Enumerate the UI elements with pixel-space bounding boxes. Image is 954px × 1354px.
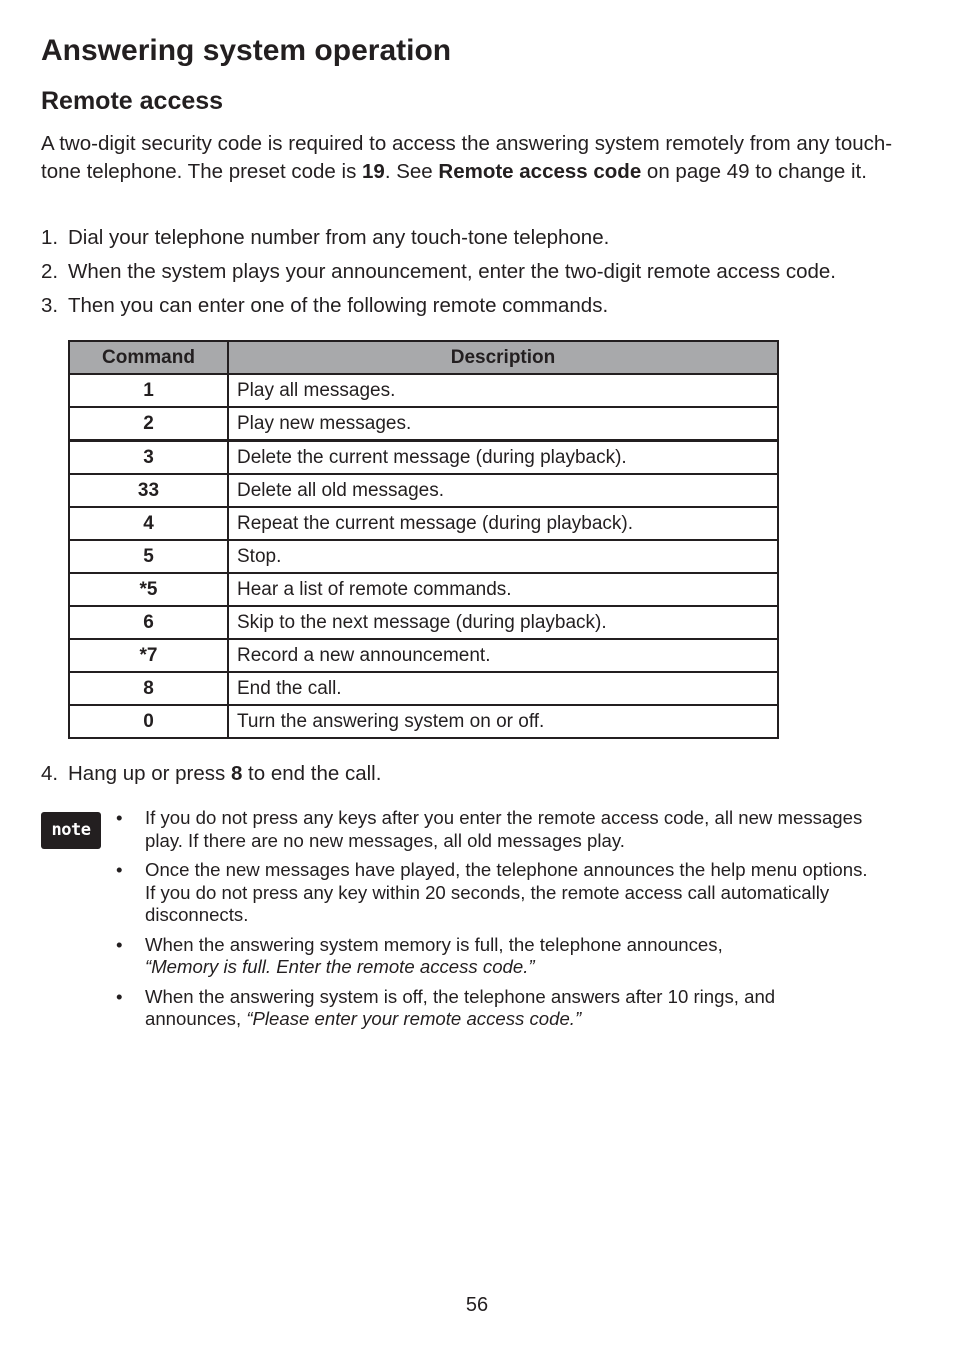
announcement-quote: “Please enter your remote access code.” — [246, 1008, 582, 1029]
step-number: 2. — [41, 260, 59, 283]
preset-code: 19 — [362, 159, 385, 183]
table-row — [69, 639, 778, 672]
remote-commands-table — [68, 340, 779, 739]
command-cell: 8 — [69, 672, 228, 705]
bullet-icon: • — [116, 807, 123, 828]
note-badge: note — [41, 812, 101, 849]
step-text: Then you can enter one of the following remote commands. — [68, 294, 609, 317]
description-cell: Delete the current message (during playback). — [228, 441, 778, 475]
description-cell: Repeat the current message (during playback). — [228, 507, 778, 540]
note-item — [116, 986, 876, 1031]
note-text: When the answering system memory is full, the telephone announces, — [145, 933, 723, 955]
intro-text: . See — [384, 159, 439, 183]
table-header-row — [69, 341, 778, 374]
page-number: 56 — [465, 1294, 489, 1316]
intro-paragraph — [41, 130, 921, 185]
command-cell: 5 — [69, 540, 228, 573]
command-cell: 6 — [69, 606, 228, 639]
description-cell: Hear a list of remote commands. — [228, 573, 778, 606]
step-item — [41, 258, 941, 292]
description-cell: Play new messages. — [228, 407, 778, 441]
end-call-key: 8 — [230, 762, 243, 785]
step-text: Hang up or press — [68, 762, 231, 785]
step-item — [41, 292, 941, 326]
intro-text: on page 49 to change it. — [641, 159, 867, 183]
step-text: When the system plays your announcement, enter the two-digit remote access code. — [68, 260, 836, 283]
note-text: If you do not press any keys after you enter the remote access code, all new messages play. If there are no new messages, all old messages play. — [145, 807, 863, 851]
table-row — [69, 441, 778, 475]
step-item — [41, 224, 941, 258]
table-row — [69, 507, 778, 540]
table-row — [69, 374, 778, 407]
description-cell: Stop. — [228, 540, 778, 573]
notes-list — [116, 807, 876, 1038]
command-column-header: Command — [69, 341, 228, 374]
description-cell: Skip to the next message (during playback). — [228, 606, 778, 639]
table-row — [69, 606, 778, 639]
description-cell: End the call. — [228, 672, 778, 705]
note-item — [116, 807, 876, 852]
table-row — [69, 474, 778, 507]
command-cell: *7 — [69, 639, 228, 672]
note-item — [116, 859, 876, 927]
step-item — [41, 760, 921, 788]
command-cell: 1 — [69, 374, 228, 407]
description-column-header: Description — [228, 341, 778, 374]
command-cell: 2 — [69, 407, 228, 441]
command-cell: 33 — [69, 474, 228, 507]
bullet-icon: • — [116, 859, 123, 880]
step-number: 3. — [41, 294, 59, 317]
command-cell: *5 — [69, 573, 228, 606]
bullet-icon: • — [116, 985, 123, 1007]
note-item — [116, 934, 876, 979]
section-title: Remote access — [41, 87, 224, 115]
description-cell: Turn the answering system on or off. — [228, 705, 778, 738]
step-text: to end the call. — [242, 762, 382, 785]
announcement-quote: “Memory is full. Enter the remote access code.” — [145, 956, 535, 977]
step-text: Dial your telephone number from any touch-tone telephone. — [68, 226, 610, 249]
description-cell: Play all messages. — [228, 374, 778, 407]
bullet-icon: • — [116, 933, 123, 955]
page-title: Answering system operation — [41, 34, 452, 67]
table-row — [69, 573, 778, 606]
command-cell: 3 — [69, 441, 228, 475]
table-row — [69, 705, 778, 738]
steps-list — [41, 224, 941, 326]
remote-access-code-reference: Remote access code — [438, 159, 642, 183]
step-number: 1. — [41, 226, 59, 249]
description-cell: Record a new announcement. — [228, 639, 778, 672]
table-row — [69, 540, 778, 573]
step-number: 4. — [41, 762, 59, 785]
table-row — [69, 672, 778, 705]
intro-text: A two-digit security code is required to access the answering system remotely from any touch-tone telephone. The preset code is — [41, 132, 893, 183]
command-cell: 0 — [69, 705, 228, 738]
note-text: When the answering system is off, the telephone answers after 10 rings, and announces, — [145, 985, 776, 1029]
command-cell: 4 — [69, 507, 228, 540]
description-cell: Delete all old messages. — [228, 474, 778, 507]
note-text: Once the new messages have played, the telephone announces the help menu options. If you do not press any key within 20 seconds, the remote access call automatically disconnects. — [145, 859, 868, 925]
table-row — [69, 407, 778, 441]
